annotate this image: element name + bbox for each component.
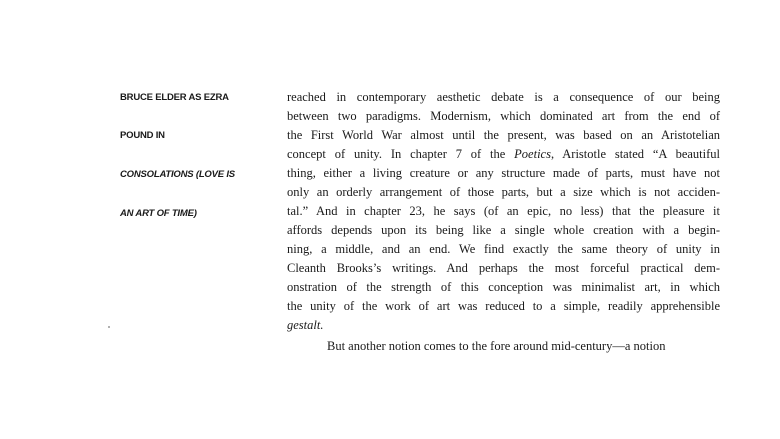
text-line: only an orderly arrangement of those parts, but a size which is not acciden- [287, 185, 720, 199]
text-line: between two paradigms. Modernism, which dominated art from the end of [287, 109, 720, 123]
sidebar-caption-line-2: POUND IN [120, 130, 165, 141]
scan-speck [108, 326, 110, 328]
text-line: affords depends upon its being like a single whole creation with a begin- [287, 223, 720, 237]
text-line: tal.” And in chapter 23, he says (of an epic, no less) that the pleasure it [287, 204, 720, 218]
sidebar-caption-line-4: AN ART OF TIME) [120, 208, 197, 219]
text-line-new-paragraph: But another notion comes to the fore around mid-century—a notion [327, 339, 666, 353]
sidebar-caption-line-3: CONSOLATIONS (LOVE IS [120, 169, 235, 180]
text-line-gestalt: gestalt. [287, 318, 324, 332]
text-line: the unity of the work of art was reduced to a simple, readily apprehensible [287, 299, 720, 313]
text-line: the First World War almost until the present, was based on an Aristotelian [287, 128, 720, 142]
text-span: , Aristotle stated “A beautiful [550, 147, 720, 161]
text-line: Cleanth Brooks’s writings. And perhaps the most forceful practical dem- [287, 261, 720, 275]
book-title-poetics: Poetics [514, 147, 551, 161]
text-line: ning, a middle, and an end. We find exactly the same theory of unity in [287, 242, 720, 256]
text-line [287, 145, 720, 164]
sidebar-caption-line-1: BRUCE ELDER AS EZRA [120, 92, 229, 103]
text-line: onstration of the strength of this conception was minimalist art, in which [287, 280, 720, 294]
text-line: reached in contemporary aesthetic debate is a consequence of our being [287, 90, 720, 104]
text-line: thing, either a living creature or any structure made of parts, must have not [287, 166, 720, 180]
text-span: concept of unity. In chapter 7 of the [287, 147, 515, 161]
